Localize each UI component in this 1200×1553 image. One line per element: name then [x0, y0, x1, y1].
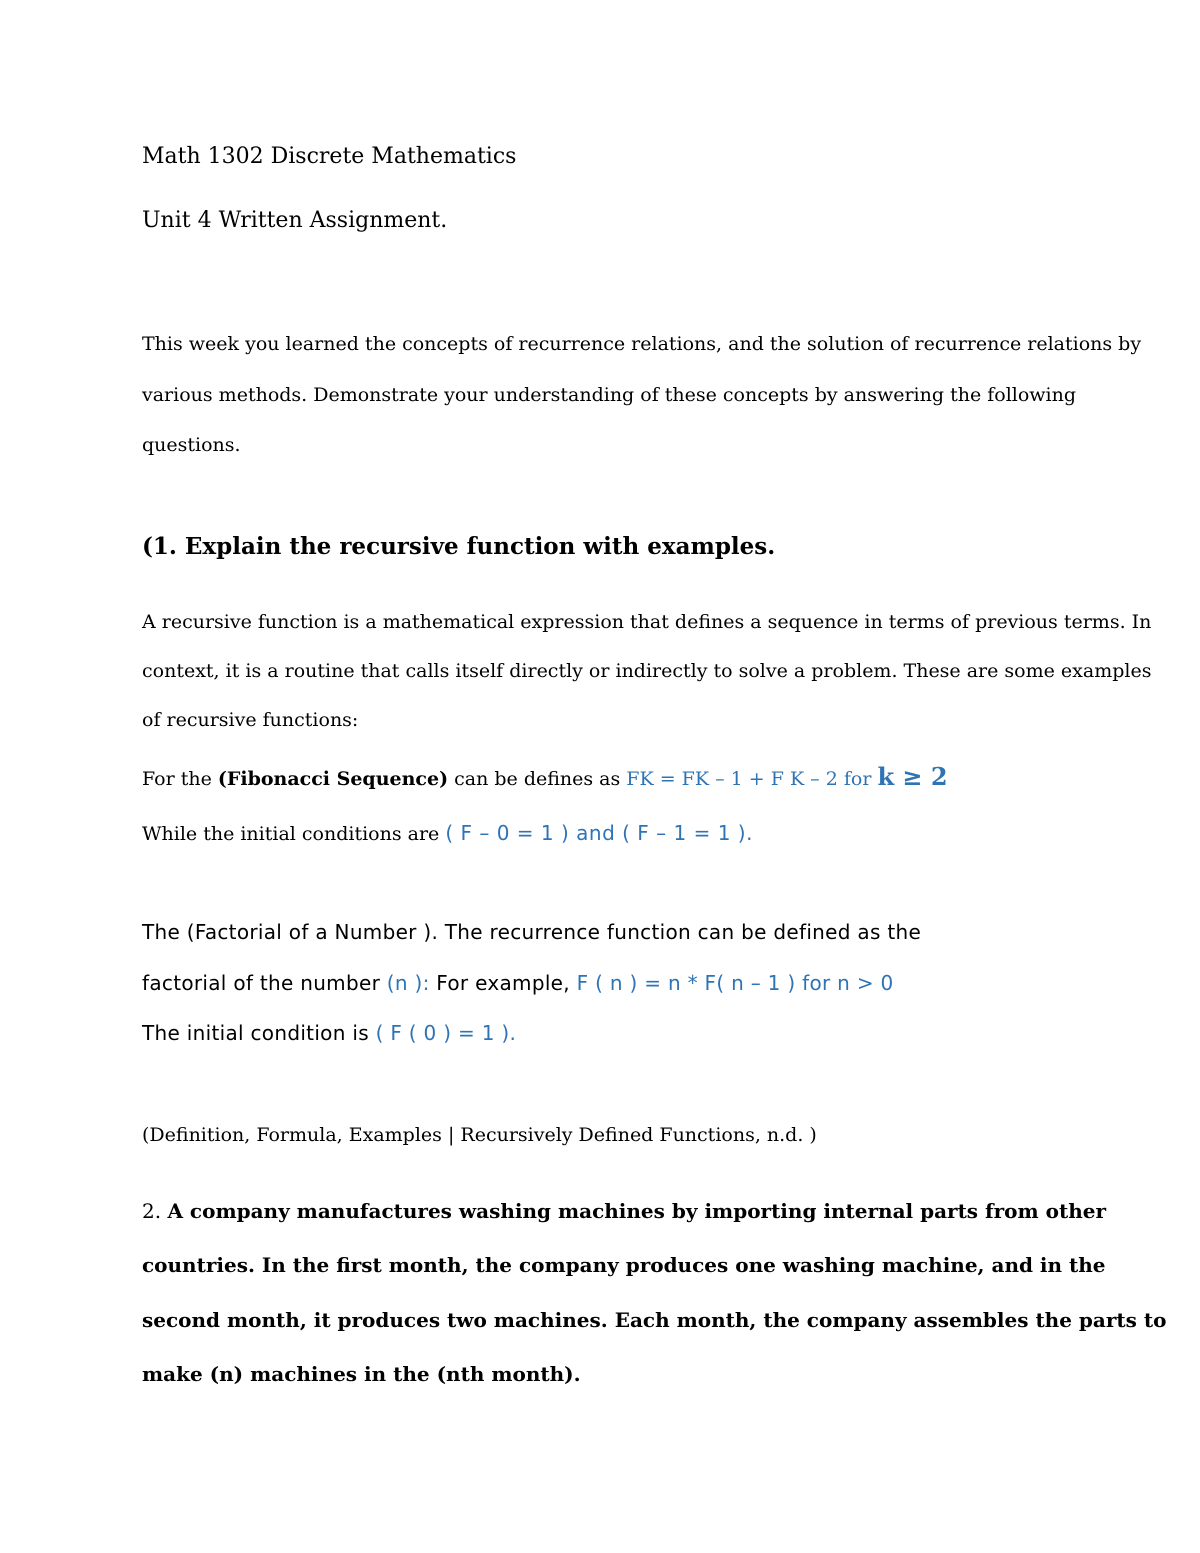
fact-init-prefix: The initial condition is — [142, 1021, 376, 1045]
fact-prefix: factorial of the number — [142, 971, 387, 995]
intro-line-2: various methods. Demonstrate your understanding of these concepts by answering the following — [142, 384, 1077, 406]
q2-line-3: second month, it produces two machines. Each month, the company assembles the parts to — [142, 1308, 1167, 1332]
fact-n: (n ): — [386, 971, 430, 995]
fib-name: (Fibonacci Sequence) — [217, 768, 449, 790]
citation: (Definition, Formula, Examples | Recursively Defined Functions, n.d. ) — [142, 1124, 817, 1146]
q2-line-4: make (n) machines in the (nth month). — [142, 1362, 581, 1386]
q2-line-1-text: A company manufactures washing machines by importing internal parts from other — [167, 1199, 1107, 1223]
factorial-initial-condition — [142, 1021, 516, 1045]
factorial-line-2 — [142, 971, 894, 995]
question-1-heading: (1. Explain the recursive function with examples. — [142, 533, 776, 560]
fact-init-formula: ( F ( 0 ) = 1 ). — [375, 1021, 517, 1045]
q2-line-1 — [142, 1199, 1106, 1223]
factorial-line-1: The (Factorial of a Number ). The recurrence function can be defined as the — [142, 920, 922, 944]
fibonacci-definition — [142, 762, 948, 791]
q1-paragraph-line-3: of recursive functions: — [142, 709, 359, 731]
fib-mid: can be defines as — [448, 768, 627, 790]
intro-line-3: questions. — [142, 434, 241, 456]
fact-formula: F ( n ) = n * F( n – 1 ) for n > 0 — [576, 971, 894, 995]
intro-line-1: This week you learned the concepts of recurrence relations, and the solution of recurrence relations by — [142, 333, 1142, 355]
q1-paragraph-line-2: context, it is a routine that calls itself directly or indirectly to solve a problem. These are some examples — [142, 660, 1152, 682]
fib-prefix: For the — [142, 768, 218, 790]
fact-mid: For example, — [429, 971, 577, 995]
init-prefix: While the initial conditions are — [142, 823, 446, 845]
init-formula: ( F – 0 = 1 ) and ( F – 1 = 1 ). — [445, 821, 753, 845]
fib-condition: k ≥ 2 — [877, 762, 948, 791]
course-title: Math 1302 Discrete Mathematics — [142, 144, 517, 169]
fib-formula: FK = FK – 1 + F K – 2 for — [626, 768, 878, 790]
q1-paragraph-line-1: A recursive function is a mathematical expression that defines a sequence in terms of previous terms. In — [142, 611, 1152, 633]
assignment-title: Unit 4 Written Assignment. — [142, 208, 448, 233]
q2-line-2: countries. In the first month, the company produces one washing machine, and in the — [142, 1253, 1106, 1277]
q2-number: 2. — [142, 1199, 168, 1223]
fibonacci-initial-conditions — [142, 821, 753, 845]
